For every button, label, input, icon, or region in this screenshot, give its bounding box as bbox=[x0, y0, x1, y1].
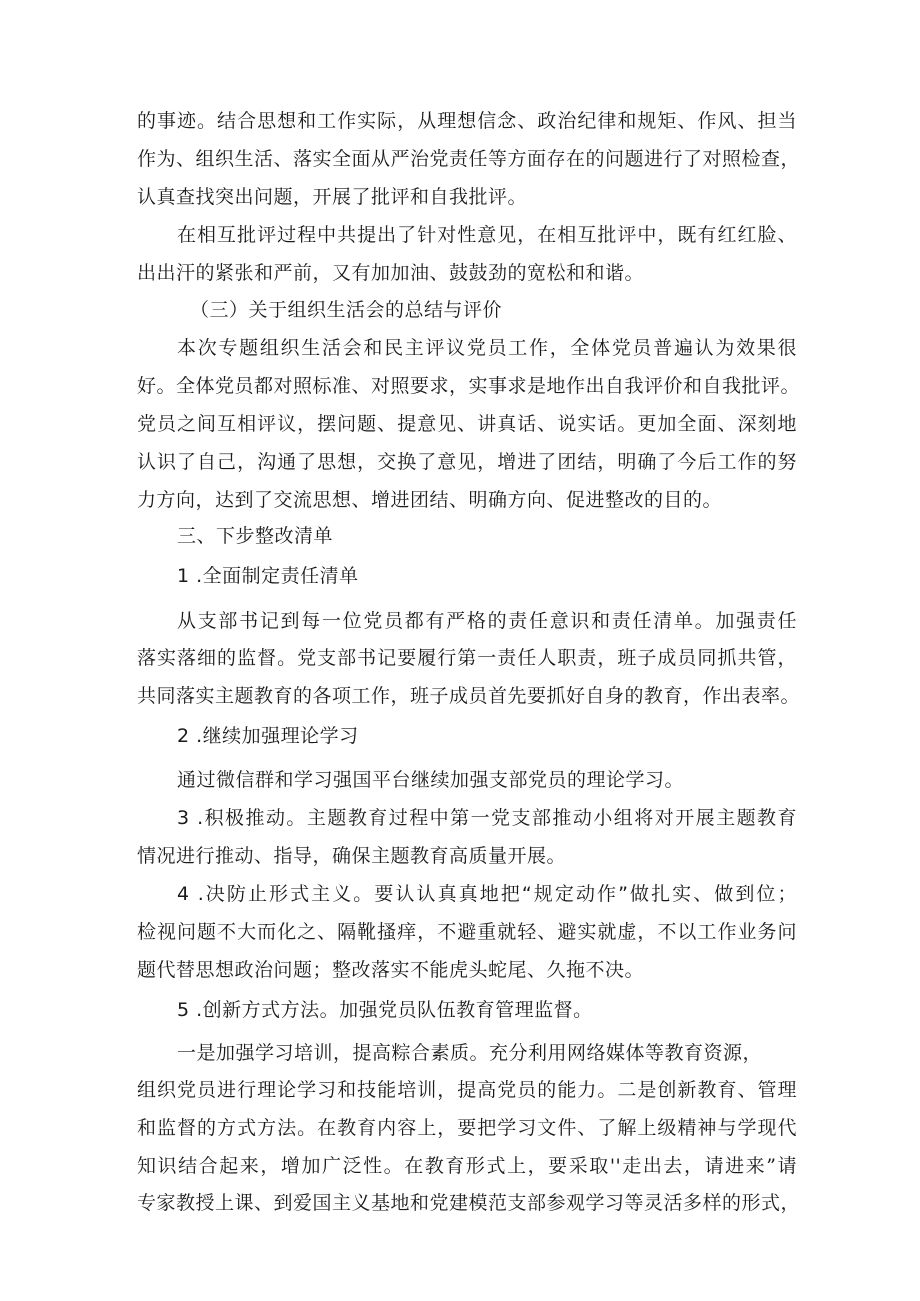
paragraph-line: 认识了自己，沟通了思想，交换了意见，增进了团结，明确了今后工作的努 bbox=[137, 451, 797, 473]
list-item: 4 .决防止形式主义。要认认真真地把“规定动作”做扎实、做到位； bbox=[177, 883, 797, 905]
paragraph-line: 知识结合起来，增加广泛性。在教育形式上，要采取''走出去，请进来”请 bbox=[137, 1155, 797, 1177]
paragraph-line: 情况进行推动、指导，确保主题教育高质量开展。 bbox=[137, 845, 567, 867]
paragraph-line: 本次专题组织生活会和民主评议党员工作，全体党员普遍认为效果很 bbox=[177, 337, 797, 359]
paragraph-line: 出出汗的紧张和严前，又有加加油、鼓鼓劲的宽松和和谐。 bbox=[137, 262, 645, 284]
paragraph-line: 和监督的方式方法。在教育内容上，要把学习文件、了解上级精神与学现代 bbox=[137, 1117, 797, 1139]
paragraph-line: 党员之间互相评议，摆问题、提意见、讲真话、说实话。更加全面、深刻地 bbox=[137, 413, 797, 435]
paragraph-line: 通过微信群和学习强国平台继续加强支部党员的理论学习。 bbox=[177, 769, 685, 791]
paragraph-line: 作为、组织生活、落实全面从严治党责任等方面存在的问题进行了对照检查， bbox=[137, 148, 801, 170]
paragraph-line: 题代替思想政治问题；整改落实不能虎头蛇尾、久拖不决。 bbox=[137, 959, 645, 981]
list-item-heading: 2 .继续加强理论学习 bbox=[177, 725, 359, 747]
paragraph-line: 认真查找突出问题，开展了批评和自我批评。 bbox=[137, 186, 528, 208]
section-heading: 三、下步整改清单 bbox=[177, 525, 334, 547]
paragraph-line: 从支部书记到每一位党员都有严格的责任意识和责任清单。加强责任 bbox=[177, 610, 797, 632]
paragraph-line: 在相互批评过程中共提出了针对性意见，在相互批评中，既有红红脸、 bbox=[177, 224, 797, 246]
paragraph-line: 力方向，达到了交流思想、增进团结、明确方向、促进整改的目的。 bbox=[137, 489, 723, 511]
paragraph-line: 检视问题不大而化之、隔靴搔痒，不避重就轻、避实就虚，不以工作业务问 bbox=[137, 921, 797, 943]
list-item: 5 .创新方式方法。加强党员队伍教育管理监督。 bbox=[177, 999, 593, 1021]
list-item-heading: 1 .全面制定责任清单 bbox=[177, 565, 359, 587]
section-heading: （三）关于组织生活会的总结与评价 bbox=[190, 299, 503, 321]
paragraph-line: 好。全体党员都对照标准、对照要求，实事求是地作出自我评价和自我批评。 bbox=[137, 375, 801, 397]
paragraph-line: 一是加强学习培训，提高粽合素质。充分利用网络媒体等教育资源， bbox=[177, 1042, 763, 1064]
paragraph-line: 专家教授上课、到爱国主义基地和党建模范支部参观学习等灵活多样的形式， bbox=[137, 1192, 801, 1214]
paragraph-line: 的事迹。结合思想和工作实际，从理想信念、政治纪律和规矩、作风、担当 bbox=[137, 110, 797, 132]
paragraph-line: 落实落细的监督。党支部书记要履行第一责任人职责，班子成员同抓共管， bbox=[137, 647, 797, 669]
paragraph-line: 共同落实主题教育的各项工作，班子成员首先要抓好自身的教育，作出表率。 bbox=[137, 685, 801, 707]
paragraph-line: 组织党员进行理论学习和技能培训，提高党员的能力。二是创新教育、管理 bbox=[137, 1079, 797, 1101]
list-item: 3 .积极推动。主题教育过程中第一党支部推动小组将对开展主题教育 bbox=[177, 807, 797, 829]
